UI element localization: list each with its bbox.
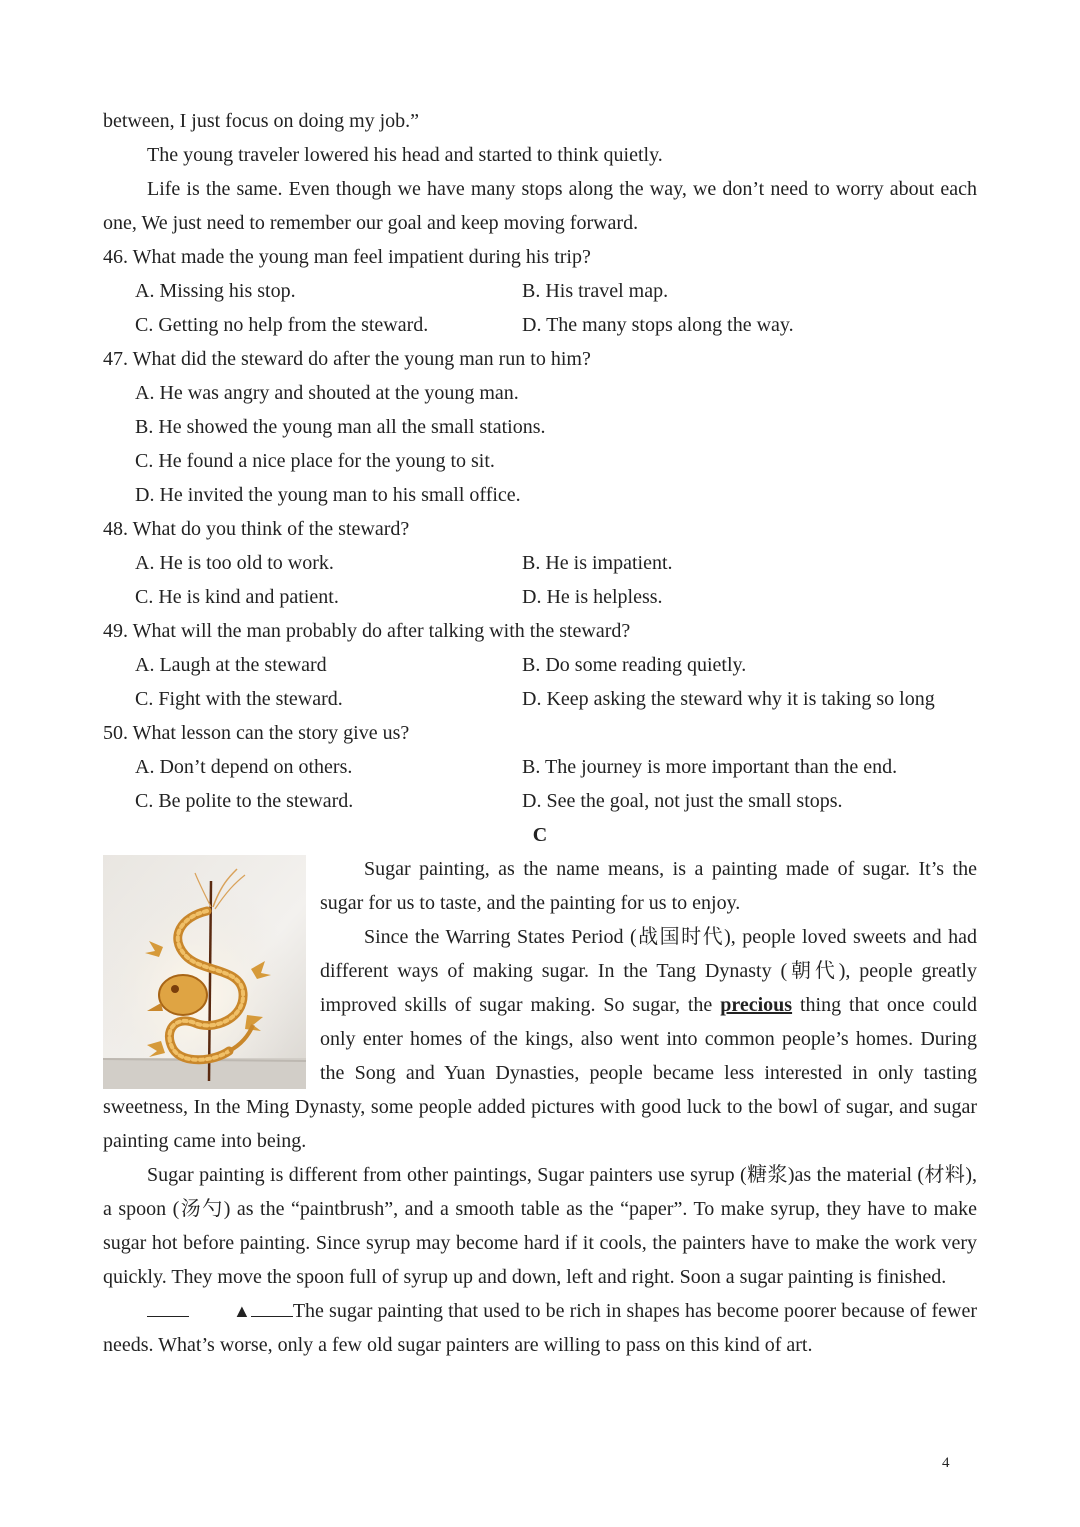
- section-c-paragraph: Since the Warring States Period (战国时代), people loved sweets and had different ways of making sugar. In the Tang Dynasty (朝代), people greatly improved skills of sugar making. So sugar, the precious thing that once could only enter homes of the kings, also went into common people’s homes. During the Song and Yuan Dynasties, people became less interested in only tasting sweetness, In the Ming Dynasty, some people added pictures with good luck to the bowl of sugar, and sugar painting came into being.: [103, 926, 978, 1152]
- option-c: C. Getting no help from the steward.: [135, 314, 429, 336]
- question-46: [103, 240, 977, 342]
- page-number: 4: [942, 1455, 950, 1471]
- option-a: A. Laugh at the steward: [135, 654, 327, 676]
- question-48: [103, 512, 977, 614]
- option-d: D. He invited the young man to his small office.: [135, 484, 521, 506]
- sugar-painting-image: [103, 855, 306, 1089]
- option-d: D. See the goal, not just the small stops.: [522, 790, 843, 812]
- question-stem: 47. What did the steward do after the young man run to him?: [103, 348, 591, 370]
- option-b: B. Do some reading quietly.: [522, 654, 747, 676]
- passage-paragraph: Life is the same. Even though we have many stops along the way, we don’t need to worry about each one, We just need to remember our goal and keep moving forward.: [103, 178, 977, 234]
- option-c: C. He is kind and patient.: [135, 586, 339, 608]
- option-d: D. He is helpless.: [522, 586, 663, 608]
- section-c-paragraph: ▲ The sugar painting that used to be rich in shapes has become poorer because of fewer needs. What’s worse, only a few old sugar painters are willing to pass on this kind of art.: [103, 1294, 977, 1362]
- document-body: [103, 104, 977, 1362]
- option-b: B. He is impatient.: [522, 552, 673, 574]
- option-d: D. The many stops along the way.: [522, 314, 794, 336]
- option-a: A. He was angry and shouted at the young man.: [135, 382, 519, 404]
- option-c: C. Fight with the steward.: [135, 688, 343, 710]
- question-stem: 48. What do you think of the steward?: [103, 518, 410, 540]
- section-heading: C: [532, 824, 548, 846]
- answer-blank[interactable]: [147, 1296, 189, 1317]
- option-a: A. Don’t depend on others.: [135, 756, 353, 778]
- option-d: D. Keep asking the steward why it is taking so long: [522, 688, 935, 710]
- underlined-word: precious: [720, 994, 793, 1016]
- option-c: C. He found a nice place for the young to sit.: [135, 450, 495, 472]
- section-c-paragraph: Sugar painting is different from other paintings, Sugar painters use syrup (糖浆)as the material (材料), a spoon (汤勺) as the “paintbrush”, and a smooth table as the “paper”. To make syrup, they have to make sugar hot before painting. Since syrup may become hard if it cools, the painters have to make the work very quickly. They move the spoon full of syrup up and down, left and right. Soon a sugar painting is finished.: [103, 1164, 977, 1288]
- question-stem: 46. What made the young man feel impatient during his trip?: [103, 246, 591, 268]
- question-stem: 50. What lesson can the story give us?: [103, 722, 410, 744]
- section-c-paragraph: Sugar painting, as the name means, is a painting made of sugar. It’s the sugar for us to taste, and the painting for us to enjoy.: [320, 858, 977, 914]
- question-stem: 49. What will the man probably do after talking with the steward?: [103, 620, 631, 642]
- question-49: [103, 614, 977, 716]
- option-b: B. He showed the young man all the small stations.: [135, 416, 546, 438]
- option-b: B. His travel map.: [522, 280, 669, 302]
- option-a: A. Missing his stop.: [135, 280, 296, 302]
- answer-blank[interactable]: [251, 1296, 293, 1317]
- section-c-passage: [103, 852, 977, 1362]
- question-50: [103, 716, 977, 818]
- option-c: C. Be polite to the steward.: [135, 790, 354, 812]
- option-b: B. The journey is more important than the end.: [522, 756, 898, 778]
- triangle-marker-icon: ▲: [233, 1301, 251, 1321]
- option-a: A. He is too old to work.: [135, 552, 334, 574]
- passage-paragraph: The young traveler lowered his head and started to think quietly.: [147, 144, 663, 166]
- question-47: [103, 342, 977, 512]
- sugar-dragon-painting-icon: [103, 855, 306, 1089]
- passage-line: between, I just focus on doing my job.”: [103, 110, 420, 132]
